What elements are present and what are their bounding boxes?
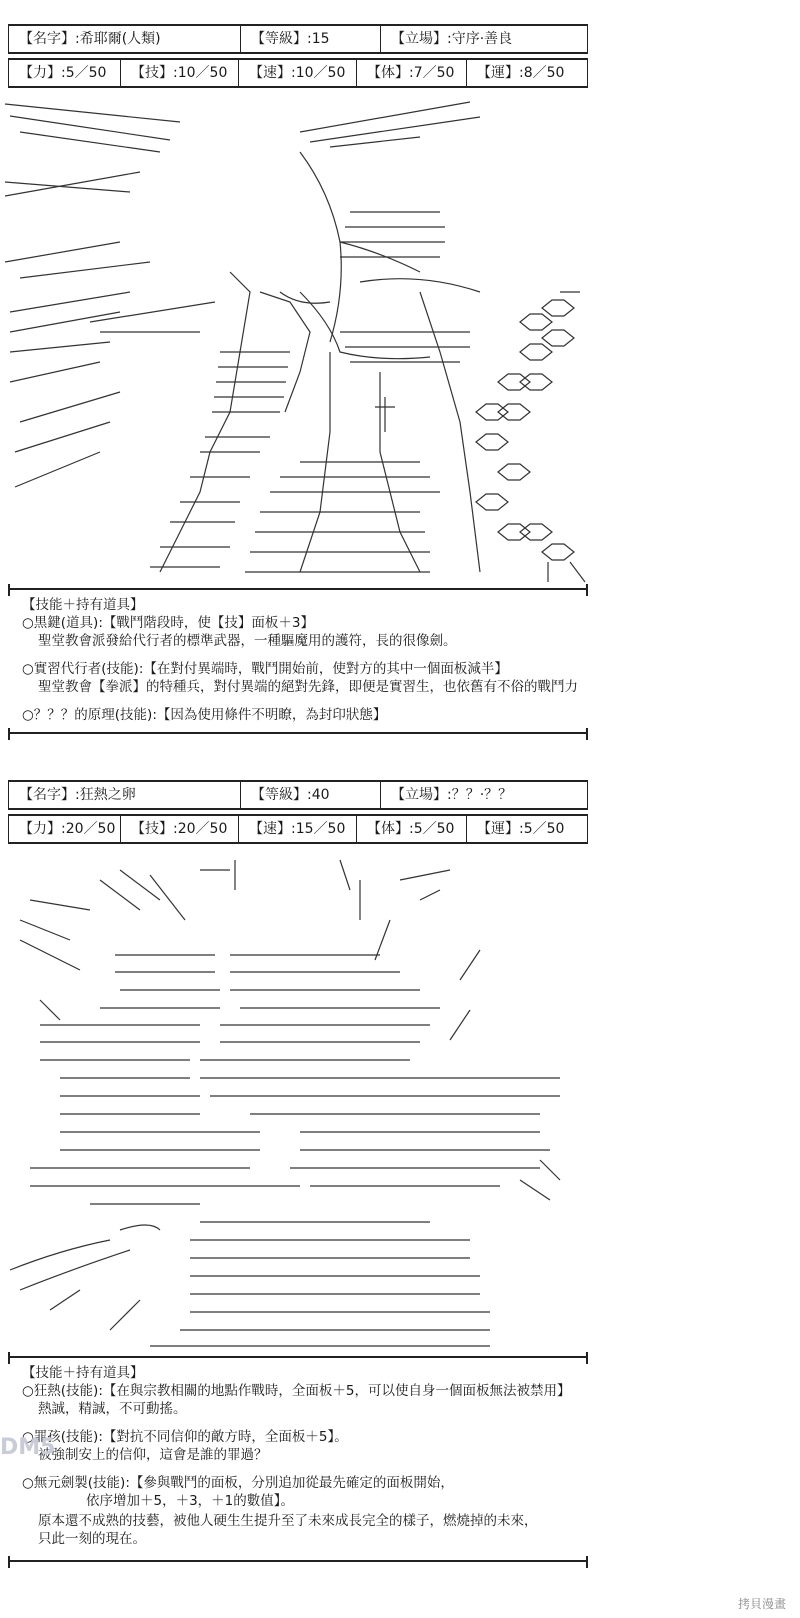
stat-skill: 【技】:20／50 [120, 816, 238, 842]
character-illustration-2 [0, 850, 800, 1350]
skill-line: ○實習代行者(技能):【在對付異端時，戰鬥開始前，使對方的其中一個面板減半】 [22, 661, 508, 677]
skill-line: ○？？？的原理(技能):【因為使用條件不明瞭，為封印狀態】 [22, 707, 387, 723]
character-illustration-1 [0, 92, 800, 592]
skill-line: 只此一刻的現在。 [38, 1531, 146, 1547]
stance-cell: 【立場】:守序·善良 [380, 26, 588, 52]
stat-skill: 【技】:10／50 [120, 60, 238, 86]
level-cell: 【等級】:15 [240, 26, 380, 52]
stat-speed: 【速】:15／50 [238, 816, 356, 842]
skill-line: 依序增加＋5，＋3，＋1的數值】。 [86, 1493, 295, 1509]
divider [8, 1356, 588, 1358]
skills-section-1 [8, 588, 588, 738]
stat-body: 【体】:5／50 [356, 816, 466, 842]
skill-line: 聖堂教會【拳派】的特種兵，對付異端的絕對先鋒，即便是實習生，也依舊有不俗的戰鬥力 [38, 679, 578, 695]
divider [8, 732, 588, 734]
info-row [8, 24, 588, 54]
skill-line: 被強制安上的信仰，這會是誰的罪過？ [38, 1447, 268, 1463]
skills-section-2 [8, 1356, 588, 1586]
skill-line: ○黒鍵(道具):【戰鬥階段時，使【技】面板＋3】 [22, 615, 314, 631]
stance-cell: 【立場】:？？·？？ [380, 782, 588, 808]
skill-line: 熱誠，精誠，不可動搖。 [38, 1401, 187, 1417]
ascii-art-fanatic-egg [0, 850, 800, 1350]
stat-luck: 【運】:8／50 [466, 60, 588, 86]
stat-body: 【体】:7／50 [356, 60, 466, 86]
stats-row [8, 814, 588, 844]
corner-watermark: 拷貝漫畫 [737, 1597, 786, 1611]
name-cell: 【名字】:狂熱之卵 [8, 782, 240, 808]
level-cell: 【等級】:40 [240, 782, 380, 808]
name-cell: 【名字】:希耶爾(人類) [8, 26, 240, 52]
skill-line: ○無元劍製(技能):【參與戰鬥的面板，分別追加從最先確定的面板開始， [22, 1475, 454, 1491]
info-row [8, 780, 588, 810]
divider [8, 1560, 588, 1562]
divider [8, 588, 588, 590]
stat-luck: 【運】:5／50 [466, 816, 588, 842]
skills-header: 【技能＋持有道具】 [22, 1365, 144, 1381]
stat-speed: 【速】:10／50 [238, 60, 356, 86]
skill-line: ○狂熱(技能):【在與宗教相關的地點作戰時，全面板＋5，可以使自身一個面板無法被禁用】 [22, 1383, 571, 1399]
stat-power: 【力】:5／50 [8, 60, 120, 86]
skills-header: 【技能＋持有道具】 [22, 597, 144, 613]
stat-power: 【力】:20／50 [8, 816, 120, 842]
stats-row [8, 58, 588, 88]
side-watermark: DM5 [0, 1435, 56, 1460]
skill-line: 原本還不成熟的技藝，被他人硬生生提升至了未來成長完全的樣子，燃燒掉的未來， [38, 1513, 538, 1529]
skill-line: 聖堂教會派發給代行者的標準武器，一種驅魔用的護符，長的很像劍。 [38, 633, 457, 649]
ascii-art-ciel [0, 92, 800, 592]
skill-line: ○罪孩(技能):【對抗不同信仰的敵方時，全面板＋5】。 [22, 1429, 348, 1445]
